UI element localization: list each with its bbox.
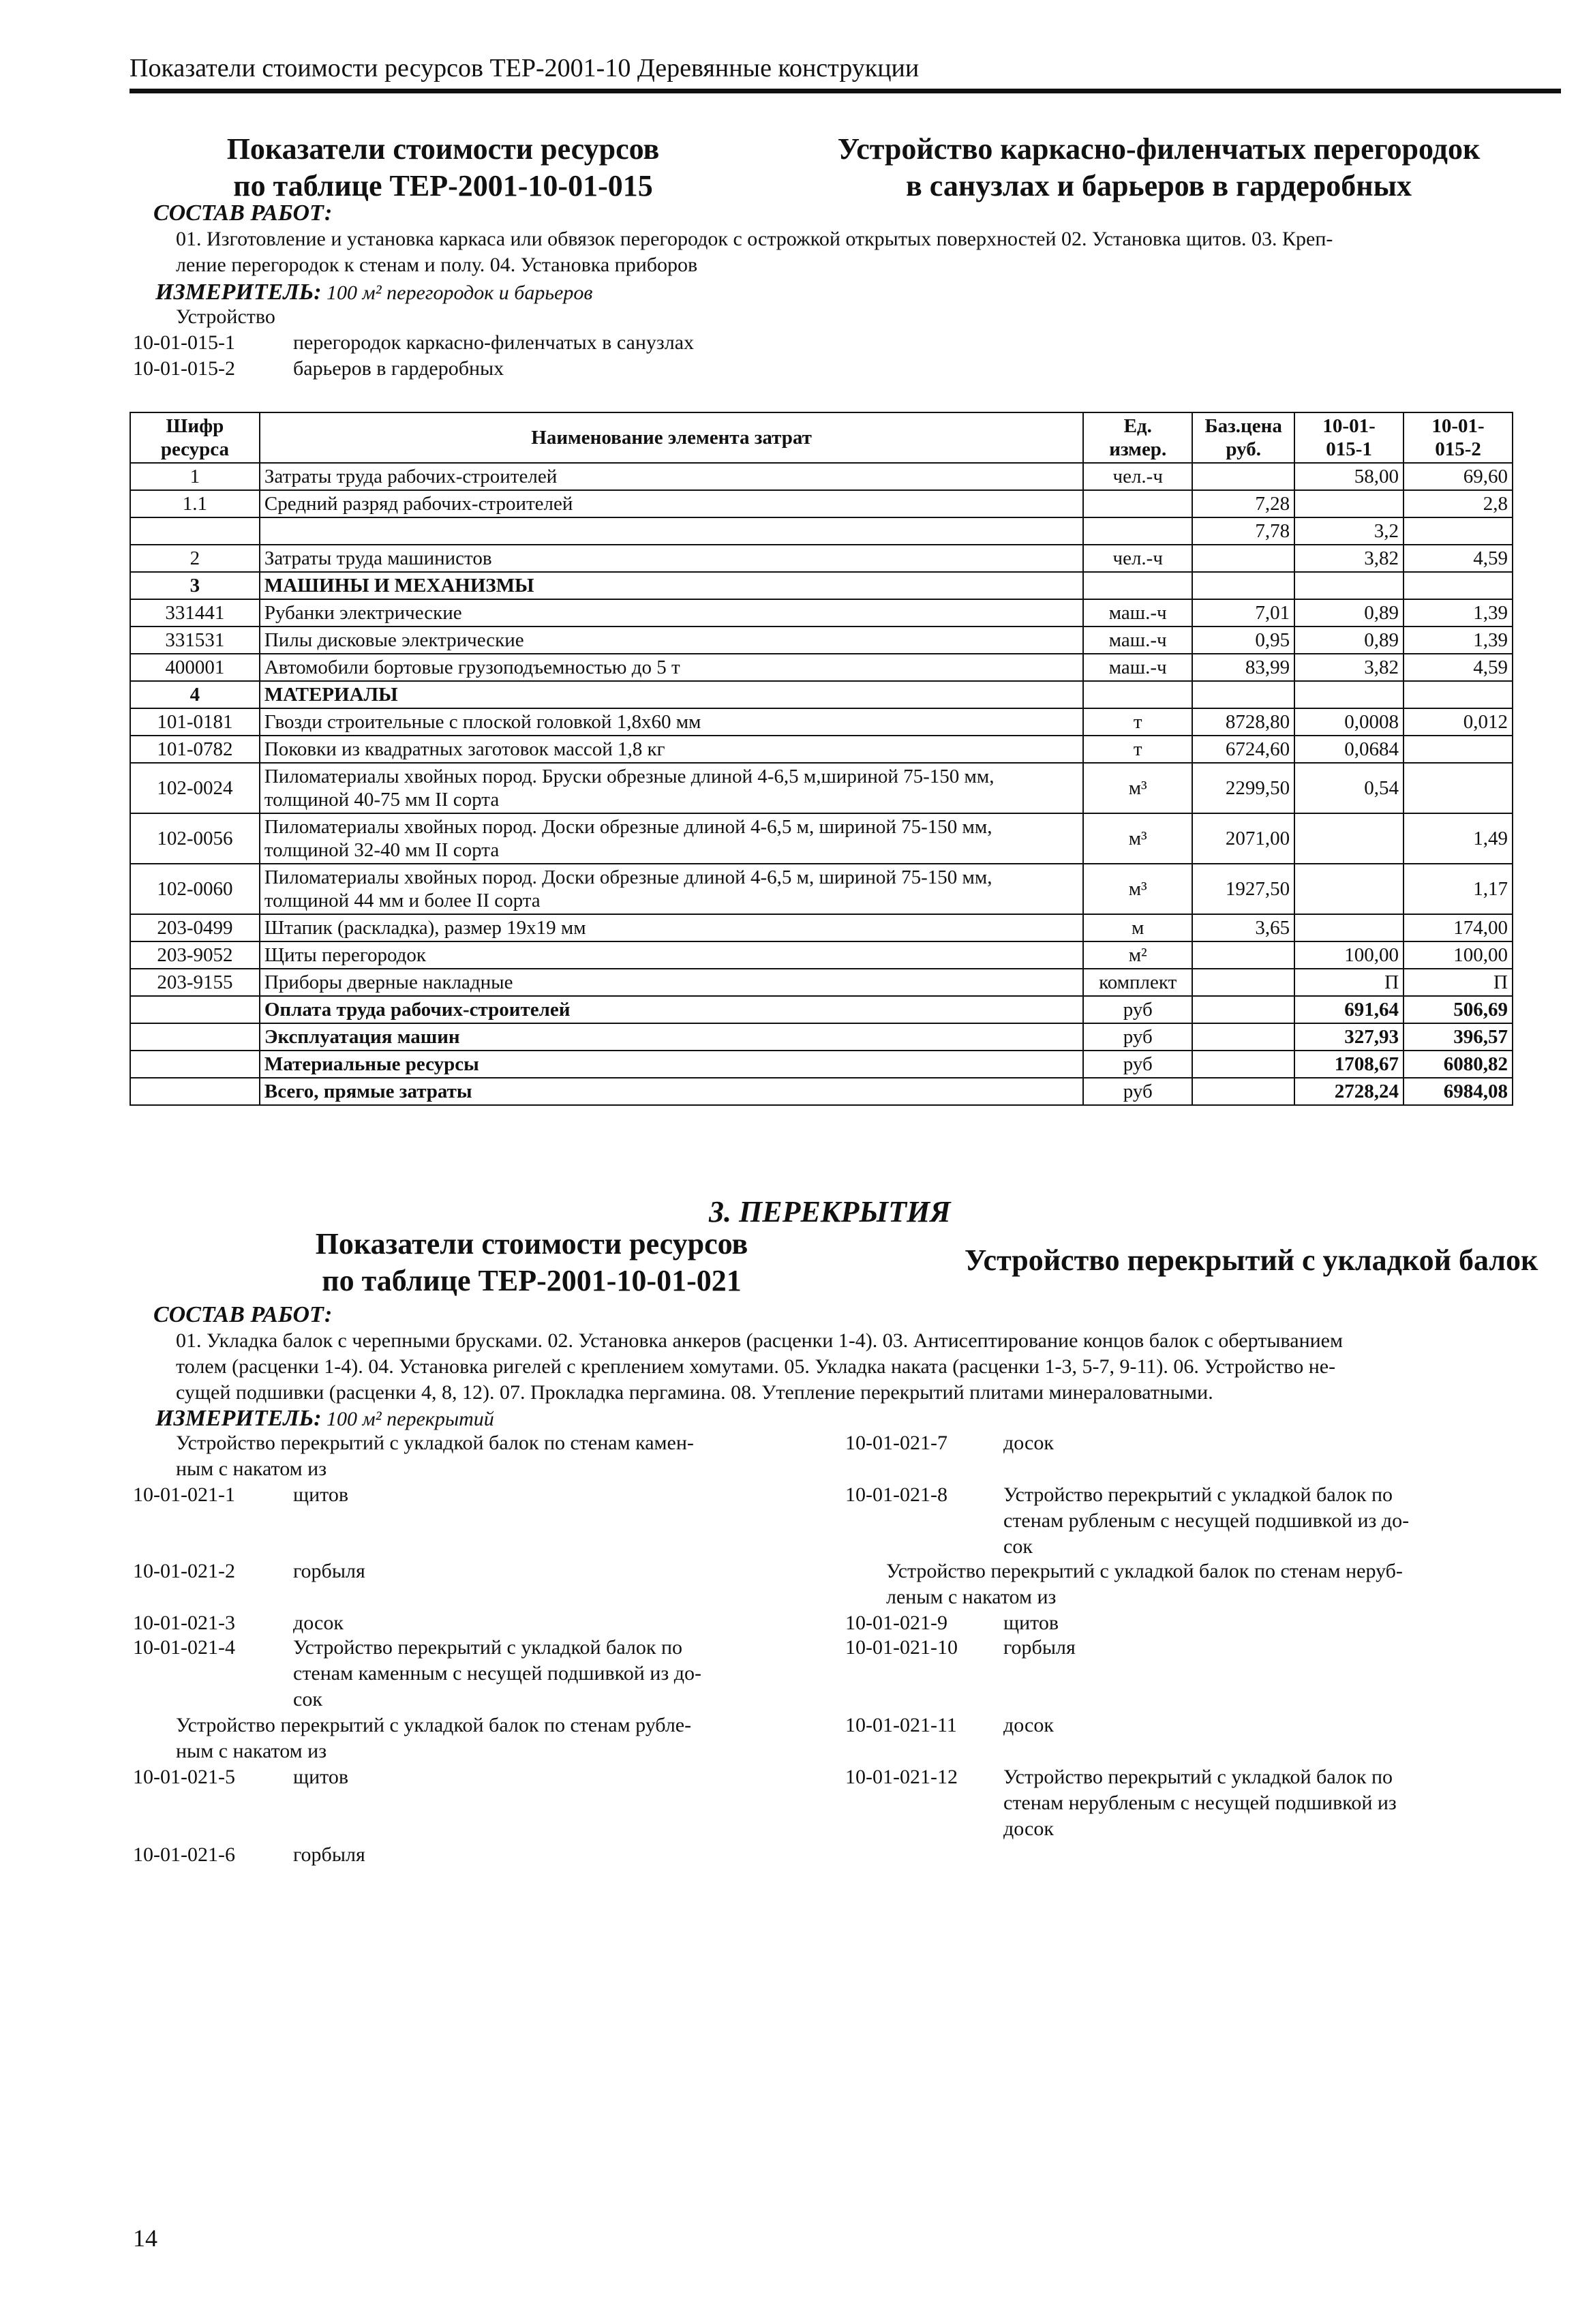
item-text: щитов	[293, 1483, 349, 1506]
table-row	[130, 813, 1513, 864]
cell-015-2: 4,59	[1404, 654, 1513, 681]
title-line: в санузлах и барьеров в гардеробных	[906, 169, 1412, 202]
item-code: 10-01-021-3	[133, 1612, 235, 1634]
cell-015-1: 3,2	[1294, 517, 1404, 545]
cell-015-2: П	[1404, 969, 1513, 996]
section2-title-left	[293, 1226, 770, 1299]
cell-unit: м	[1083, 914, 1192, 941]
table-row	[130, 463, 1513, 490]
item-code: 10-01-015-2	[133, 357, 235, 380]
table-row	[130, 969, 1513, 996]
cell-code	[130, 996, 260, 1023]
cell-015-1: 1708,67	[1294, 1051, 1404, 1078]
cell-base-price: 83,99	[1192, 654, 1294, 681]
cell-015-2	[1404, 681, 1513, 708]
list-item	[133, 330, 815, 357]
cell-name: Поковки из квадратных заготовок массой 1,8 кг	[260, 736, 1083, 763]
measure-line	[155, 280, 592, 306]
cell-name: Средний разряд рабочих-строителей	[260, 490, 1083, 517]
table-row	[130, 736, 1513, 763]
item-code: 10-01-021-2	[133, 1560, 235, 1582]
cell-015-1: 0,0684	[1294, 736, 1404, 763]
cell-015-1: 100,00	[1294, 941, 1404, 969]
col-header-015-1: 10-01- 015-1	[1294, 412, 1404, 463]
item-text: щитов	[293, 1766, 349, 1788]
item-text: барьеров в гардеробных	[293, 357, 504, 380]
works-line: сущей подшивки (расценки 4, 8, 12). 07. Прокладка пергамина. 08. Утепление перекрытий плитами минераловатными.	[176, 1381, 1213, 1404]
item-code: 10-01-021-9	[845, 1612, 947, 1634]
table-row	[130, 681, 1513, 708]
table-row	[130, 1078, 1513, 1105]
item-code: 10-01-021-5	[133, 1766, 235, 1788]
item-code: 10-01-021-8	[845, 1483, 947, 1506]
list-item	[133, 1482, 815, 1509]
cell-unit	[1083, 490, 1192, 517]
cell-base-price: 6724,60	[1192, 736, 1294, 763]
item-text: перегородок каркасно-филенчатых в санузлах	[293, 331, 695, 354]
cell-unit: т	[1083, 736, 1192, 763]
item-code: 10-01-015-1	[133, 331, 235, 354]
cell-015-1	[1294, 681, 1404, 708]
measure-label: ИЗМЕРИТЕЛЬ:	[155, 280, 322, 305]
cell-015-2: 6080,82	[1404, 1051, 1513, 1078]
table-row	[130, 996, 1513, 1023]
list-item	[133, 1764, 815, 1792]
cell-unit: руб	[1083, 1078, 1192, 1105]
works-text	[176, 226, 1519, 278]
item-text: Устройство перекрытий с укладкой балок по стенам рубленым с несущей подшивкой из до- сок	[1003, 1483, 1410, 1558]
cell-unit	[1083, 681, 1192, 708]
item-text: горбыля	[1003, 1636, 1076, 1659]
measure-text: 100 м² перегородок и барьеров	[327, 282, 593, 304]
table-row	[130, 1051, 1513, 1078]
table-row	[130, 627, 1513, 654]
cell-code: 2	[130, 545, 260, 572]
title-line: Показатели стоимости ресурсов	[315, 1227, 748, 1261]
cell-unit: м³	[1083, 813, 1192, 864]
cell-name: Материальные ресурсы	[260, 1051, 1083, 1078]
cell-name: Пилы дисковые электрические	[260, 627, 1083, 654]
col-header-code: Шифр ресурса	[130, 412, 260, 463]
cell-base-price	[1192, 969, 1294, 996]
cell-name: Затраты труда рабочих-строителей	[260, 463, 1083, 490]
item-text: досок	[293, 1612, 344, 1634]
cell-015-1: 0,0008	[1294, 708, 1404, 736]
cell-015-1	[1294, 813, 1404, 864]
cell-unit: руб	[1083, 996, 1192, 1023]
list-item	[845, 1482, 1527, 1564]
cell-015-2: 174,00	[1404, 914, 1513, 941]
cell-unit: руб	[1083, 1051, 1192, 1078]
cell-015-1: 2728,24	[1294, 1078, 1404, 1105]
cell-name: Всего, прямые затраты	[260, 1078, 1083, 1105]
cell-name: Рубанки электрические	[260, 599, 1083, 627]
cell-name: Щиты перегородок	[260, 941, 1083, 969]
cell-code: 1.1	[130, 490, 260, 517]
section1-title-left	[225, 131, 661, 205]
table-row	[130, 517, 1513, 545]
cell-base-price	[1192, 681, 1294, 708]
works-text	[176, 1328, 1526, 1406]
works-line: 01. Укладка балок с черепными брусками. 02. Установка анкеров (расценки 1-4). 03. Антисептирование концов балок с обертыванием	[176, 1329, 1343, 1352]
title-line: Устройство каркасно-филенчатых перегородок	[837, 132, 1481, 166]
cell-base-price	[1192, 1051, 1294, 1078]
cell-base-price	[1192, 463, 1294, 490]
list-item	[845, 1430, 1527, 1458]
cell-015-1: 58,00	[1294, 463, 1404, 490]
col-header-015-2: 10-01- 015-2	[1404, 412, 1513, 463]
table-row	[130, 490, 1513, 517]
cell-name: Приборы дверные накладные	[260, 969, 1083, 996]
cell-015-1: 0,89	[1294, 599, 1404, 627]
cell-015-1: 691,64	[1294, 996, 1404, 1023]
cell-base-price	[1192, 1023, 1294, 1051]
cell-unit: чел.-ч	[1083, 545, 1192, 572]
table-row	[130, 1023, 1513, 1051]
item-code: 10-01-021-4	[133, 1636, 235, 1659]
cell-015-1: 3,82	[1294, 654, 1404, 681]
cell-base-price	[1192, 545, 1294, 572]
cell-base-price	[1192, 572, 1294, 599]
table-row	[130, 763, 1513, 813]
cell-015-2: 69,60	[1404, 463, 1513, 490]
cell-015-2: 1,39	[1404, 627, 1513, 654]
list-item	[133, 356, 815, 383]
cell-015-2	[1404, 736, 1513, 763]
cell-base-price: 1927,50	[1192, 864, 1294, 914]
table-row	[130, 572, 1513, 599]
col-header-base-price: Баз.цена руб.	[1192, 412, 1294, 463]
measure-text: 100 м² перекрытий	[327, 1408, 494, 1430]
list-item	[845, 1635, 1527, 1662]
group-label: Устройство перекрытий с укладкой балок по стенам рубле- ным с накатом из	[176, 1714, 692, 1762]
cell-base-price: 7,28	[1192, 490, 1294, 517]
section2-title-right: Устройство перекрытий с укладкой балок	[965, 1243, 1538, 1277]
cell-code: 331441	[130, 599, 260, 627]
cell-unit: т	[1083, 708, 1192, 736]
cell-015-2: 506,69	[1404, 996, 1513, 1023]
cell-unit: комплект	[1083, 969, 1192, 996]
table-row	[130, 708, 1513, 736]
running-header: Показатели стоимости ресурсов ТЕР-2001-10 Деревянные конструкции	[130, 54, 920, 82]
table-row	[130, 914, 1513, 941]
item-code: 10-01-021-10	[845, 1636, 958, 1659]
list-item	[133, 1610, 815, 1638]
item-code: 10-01-021-12	[845, 1766, 958, 1788]
cell-base-price: 2299,50	[1192, 763, 1294, 813]
cell-unit: маш.-ч	[1083, 654, 1192, 681]
cell-code: 4	[130, 681, 260, 708]
cell-base-price: 7,78	[1192, 517, 1294, 545]
cell-015-2: 2,8	[1404, 490, 1513, 517]
cell-unit: руб	[1083, 1023, 1192, 1051]
header-rule	[130, 89, 1561, 93]
cell-base-price: 7,01	[1192, 599, 1294, 627]
cell-base-price: 0,95	[1192, 627, 1294, 654]
measure-line	[155, 1406, 494, 1432]
cell-code: 102-0060	[130, 864, 260, 914]
list-item	[845, 1610, 1527, 1638]
cell-015-1: 0,54	[1294, 763, 1404, 813]
cell-015-1	[1294, 914, 1404, 941]
cell-015-2: 396,57	[1404, 1023, 1513, 1051]
title-line: по таблице ТЕР-2001-10-01-021	[322, 1264, 742, 1297]
item-code: 10-01-021-7	[845, 1432, 947, 1454]
cell-015-1: П	[1294, 969, 1404, 996]
cell-unit: маш.-ч	[1083, 627, 1192, 654]
chapter-title: 3. ПЕРЕКРЫТИЯ	[709, 1195, 951, 1228]
cell-015-2: 4,59	[1404, 545, 1513, 572]
item-text: досок	[1003, 1714, 1054, 1736]
cell-code: 1	[130, 463, 260, 490]
cell-code: 101-0181	[130, 708, 260, 736]
item-code: 10-01-021-11	[845, 1714, 957, 1736]
cell-name: Пиломатериалы хвойных пород. Бруски обрезные длиной 4-6,5 м,шириной 75-150 мм, толщиной 40-75 мм II сорта	[260, 763, 1083, 813]
cell-name: Гвозди строительные с плоской головкой 1,8х60 мм	[260, 708, 1083, 736]
item-text: Устройство перекрытий с укладкой балок по стенам нерубленым с несущей подшивкой из досок	[1003, 1766, 1397, 1840]
cell-unit: м³	[1083, 864, 1192, 914]
table-row	[130, 545, 1513, 572]
cell-name: Пиломатериалы хвойных пород. Доски обрезные длиной 4-6,5 м, шириной 75-150 мм, толщиной 32-40 мм II сорта	[260, 813, 1083, 864]
works-line: 01. Изготовление и установка каркаса или обвязок перегородок с острожкой открытых поверхностей 02. Установка щитов. 03. Креп-	[176, 228, 1333, 250]
cell-015-2	[1404, 763, 1513, 813]
list-item	[845, 1764, 1527, 1846]
cell-015-1	[1294, 864, 1404, 914]
cell-code	[130, 1051, 260, 1078]
cell-base-price: 2071,00	[1192, 813, 1294, 864]
cell-code: 203-0499	[130, 914, 260, 941]
item-code: 10-01-021-6	[133, 1843, 235, 1866]
works-label: СОСТАВ РАБОТ:	[153, 200, 333, 226]
cell-015-2: 6984,08	[1404, 1078, 1513, 1105]
works-line: толем (расценки 1-4). 04. Установка ригелей с креплением хомутами. 05. Укладка наката (расценки 1-3, 5-7, 9-11). 06. Устройство не-	[176, 1355, 1336, 1378]
list-item	[133, 1558, 815, 1586]
works-label: СОСТАВ РАБОТ:	[153, 1302, 333, 1327]
measure-label: ИЗМЕРИТЕЛЬ:	[155, 1406, 322, 1431]
table-row	[130, 599, 1513, 627]
resource-table	[130, 412, 1513, 1106]
cell-code: 400001	[130, 654, 260, 681]
col-header-name: Наименование элемента затрат	[260, 412, 1083, 463]
title-line: по таблице ТЕР-2001-10-01-015	[233, 169, 653, 202]
list-item	[845, 1712, 1527, 1740]
cell-015-2	[1404, 517, 1513, 545]
cell-code: 101-0782	[130, 736, 260, 763]
title-line: Показатели стоимости ресурсов	[226, 132, 660, 166]
col-header-unit: Ед. измер.	[1083, 412, 1192, 463]
cell-code: 331531	[130, 627, 260, 654]
group-label: Устройство перекрытий с укладкой балок по стенам камен- ным с накатом из	[176, 1432, 694, 1480]
cell-unit: чел.-ч	[1083, 463, 1192, 490]
item-text: горбыля	[293, 1560, 365, 1582]
cell-015-2: 100,00	[1404, 941, 1513, 969]
cell-base-price: 8728,80	[1192, 708, 1294, 736]
cell-base-price	[1192, 941, 1294, 969]
table-row	[130, 654, 1513, 681]
table-row	[130, 941, 1513, 969]
cell-code	[130, 1023, 260, 1051]
cell-015-2: 1,49	[1404, 813, 1513, 864]
cell-name: Пиломатериалы хвойных пород. Доски обрезные длиной 4-6,5 м, шириной 75-150 мм, толщиной 44 мм и более II сорта	[260, 864, 1083, 914]
cell-015-1: 3,82	[1294, 545, 1404, 572]
cell-015-1: 327,93	[1294, 1023, 1404, 1051]
group-label: Устройство	[176, 305, 275, 328]
table-row	[130, 864, 1513, 914]
cell-015-1: 0,89	[1294, 627, 1404, 654]
cell-code: 102-0056	[130, 813, 260, 864]
cell-code: 203-9052	[130, 941, 260, 969]
item-text: горбыля	[293, 1843, 365, 1866]
cell-unit: м³	[1083, 763, 1192, 813]
list-item	[133, 1842, 815, 1869]
cell-name: Штапик (раскладка), размер 19х19 мм	[260, 914, 1083, 941]
cell-code: 3	[130, 572, 260, 599]
item-text: Устройство перекрытий с укладкой балок по стенам каменным с несущей подшивкой из до- сок	[293, 1636, 701, 1710]
cell-name	[260, 517, 1083, 545]
cell-unit: м²	[1083, 941, 1192, 969]
cell-base-price	[1192, 996, 1294, 1023]
cell-code: 203-9155	[130, 969, 260, 996]
cell-base-price: 3,65	[1192, 914, 1294, 941]
cell-015-2: 1,17	[1404, 864, 1513, 914]
item-code: 10-01-021-1	[133, 1483, 235, 1506]
cell-code	[130, 517, 260, 545]
works-line: ление перегородок к стенам и полу. 04. Установка приборов	[176, 254, 698, 276]
section1-title-right	[811, 131, 1506, 205]
cell-code	[130, 1078, 260, 1105]
cell-name: Эксплуатация машин	[260, 1023, 1083, 1051]
cell-015-2: 0,012	[1404, 708, 1513, 736]
cell-name: МАШИНЫ И МЕХАНИЗМЫ	[260, 572, 1083, 599]
cell-base-price	[1192, 1078, 1294, 1105]
cell-unit	[1083, 517, 1192, 545]
item-text: досок	[1003, 1432, 1054, 1454]
cell-unit: маш.-ч	[1083, 599, 1192, 627]
cell-name: МАТЕРИАЛЫ	[260, 681, 1083, 708]
cell-name: Автомобили бортовые грузоподъемностью до 5 т	[260, 654, 1083, 681]
cell-015-2: 1,39	[1404, 599, 1513, 627]
list-item	[133, 1635, 815, 1717]
cell-015-1	[1294, 572, 1404, 599]
item-text: щитов	[1003, 1612, 1059, 1634]
table-header-row	[130, 412, 1513, 463]
group-label: Устройство перекрытий с укладкой балок по стенам неруб- леным с накатом из	[886, 1560, 1403, 1608]
page-number: 14	[133, 2224, 157, 2252]
cell-015-2	[1404, 572, 1513, 599]
cell-code: 102-0024	[130, 763, 260, 813]
cell-unit	[1083, 572, 1192, 599]
cell-name: Затраты труда машинистов	[260, 545, 1083, 572]
cell-name: Оплата труда рабочих-строителей	[260, 996, 1083, 1023]
cell-015-1	[1294, 490, 1404, 517]
